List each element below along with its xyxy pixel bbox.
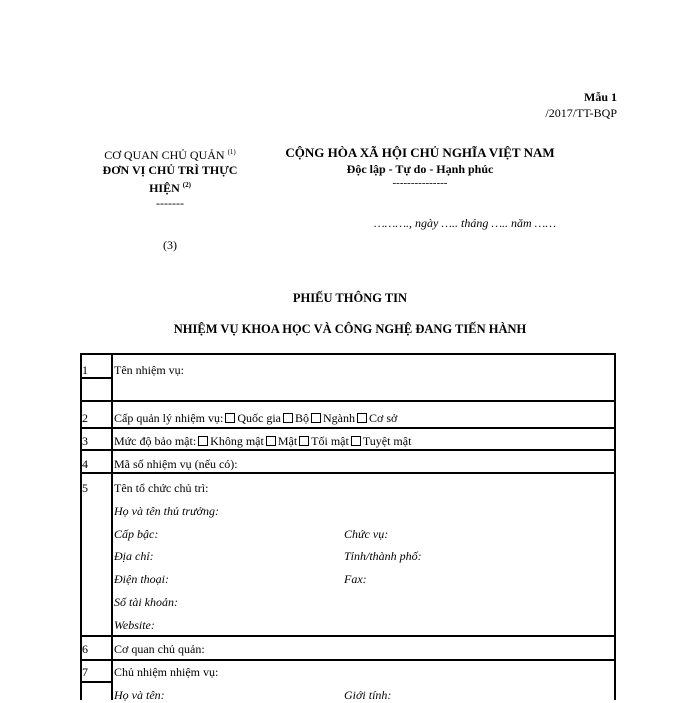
row-number: 7 (82, 665, 88, 679)
position-label: Chức vụ: (344, 527, 389, 541)
option-label: Tối mật (311, 434, 349, 448)
table-rule (80, 353, 616, 355)
agency-line: CƠ QUAN CHỦ QUẢN $^{(1)}$ (104, 148, 236, 162)
right-dashes: --------------- (392, 177, 448, 189)
checkbox[interactable] (299, 436, 309, 446)
left-dashes: ------- (156, 196, 184, 210)
rank-label: Cấp bậc: (114, 527, 159, 541)
right-header (270, 145, 570, 189)
checkbox[interactable] (198, 436, 208, 446)
security-level-row (114, 434, 411, 449)
leader-name-label: Họ và tên: (114, 688, 165, 702)
row-number: 2 (82, 411, 88, 425)
option-label: Mật (277, 434, 298, 448)
checkbox[interactable] (266, 436, 276, 446)
info-table (80, 353, 616, 700)
form-title: PHIẾU THÔNG TIN (292, 291, 408, 305)
nation-motto: Độc lập - Tự do - Hạnh phúc (346, 162, 494, 176)
checkbox[interactable] (225, 413, 235, 423)
table-rule (80, 449, 616, 451)
option-label: Quốc gia (237, 411, 281, 425)
checkbox[interactable] (351, 436, 361, 446)
head-name-label: Họ và tên thủ trưởng: (114, 504, 219, 518)
table-rule (80, 427, 616, 429)
table-rule (80, 472, 616, 474)
agency-footnote: (1) (227, 148, 236, 156)
table-column-divider (111, 353, 113, 700)
option-label: Bộ (294, 411, 309, 425)
host-org-label: Tên tổ chức chủ trì: (114, 481, 209, 495)
left-header (70, 145, 270, 211)
managing-agency-label: Cơ quan chủ quản: (114, 642, 205, 656)
checkbox[interactable] (311, 413, 321, 423)
leader-gender-label: Giới tính: (344, 688, 392, 702)
table-rule (80, 659, 616, 661)
table-border-right (614, 353, 616, 700)
task-leader-label: Chủ nhiệm nhiệm vụ: (114, 665, 219, 679)
nation-title: CỘNG HÒA XÃ HỘI CHỦ NGHĨA VIỆT NAM (285, 145, 555, 160)
row-number: 1 (82, 363, 88, 377)
option-label: Cơ sở (369, 411, 398, 425)
task-name-label: Tên nhiệm vụ: (114, 363, 184, 377)
unit-line-2: HIỆN $^{(2)}$ (149, 181, 191, 195)
form-code: /2017/TT-BQP (545, 106, 617, 120)
checkbox[interactable] (283, 413, 293, 423)
form-subtitle: NHIỆM VỤ KHOA HỌC VÀ CÔNG NGHỆ ĐANG TIẾN HÀNH (173, 322, 527, 336)
address-label: Địa chỉ: (114, 549, 154, 563)
table-rule (80, 635, 616, 637)
form-number: Mẫu 1 (584, 90, 617, 104)
unit-line-1: ĐƠN VỊ CHỦ TRÌ THỰC (102, 163, 238, 177)
task-code-label: Mã số nhiệm vụ (nếu có): (114, 457, 238, 471)
row-number: 5 (82, 481, 88, 495)
fax-label: Fax: (344, 572, 367, 586)
province-label: Tỉnh/thành phố: (344, 549, 422, 563)
row-number: 6 (82, 642, 88, 656)
phone-label: Điện thoại: (114, 572, 169, 586)
management-level-row (114, 411, 397, 426)
option-label: Không mật (210, 434, 264, 448)
unit-footnote: (2) (182, 181, 191, 189)
date-line: ………., ngày ….. tháng ….. năm …… (374, 216, 557, 230)
row-number: 3 (82, 434, 88, 448)
security-level-label: Mức độ bảo mật: (114, 434, 197, 448)
checkbox[interactable] (357, 413, 367, 423)
reference-number: (3) (163, 238, 177, 252)
account-label: Số tài khoản: (114, 595, 178, 609)
website-label: Website: (114, 618, 155, 632)
management-level-label: Cấp quản lý nhiệm vụ: (114, 411, 224, 425)
row-number: 4 (82, 457, 88, 471)
option-label: Tuyệt mật (362, 434, 412, 448)
option-label: Ngành (323, 411, 355, 425)
table-rule (80, 400, 616, 402)
table-rule-short (80, 681, 112, 683)
